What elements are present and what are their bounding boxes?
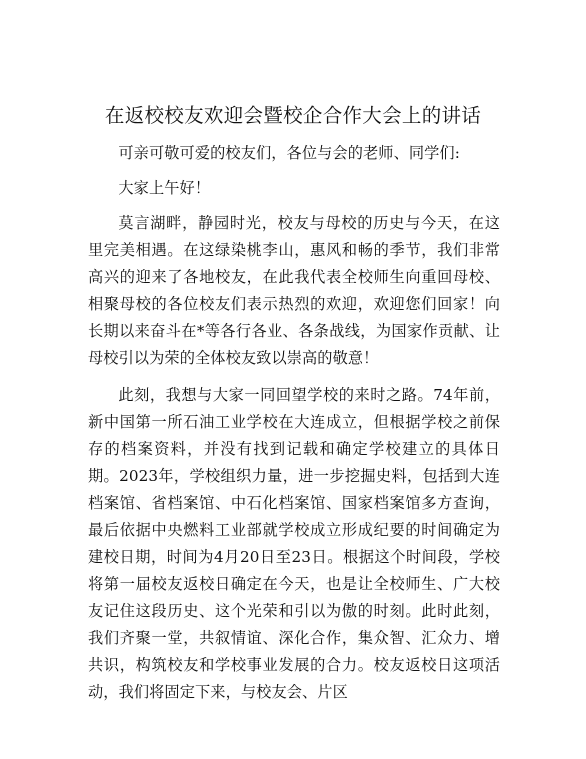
body-paragraph-1: 莫言湖畔，静园时光，校友与母校的历史与今天，在这里完美相遇。在这绿染桃李山，惠风和畅的季节，我们非常高兴的迎来了各地校友，在此我代表全校师生向重回母校、相聚母校的各位校友们表示热烈的欢迎，欢迎您们回家！向长期以来奋斗在*等各行各业、各条战线，为国家作贡献、让母校引以为荣的全体校友致以崇高的敬意！ <box>88 214 500 367</box>
body-paragraph-2: 此刻，我想与大家一同回望学校的来时之路。74年前，新中国第一所石油工业学校在大连成立，但根据学校之前保存的档案资料，并没有找到记载和确定学校建立的具体日期。2023年，学校组织力量，进一步挖掘史料，包括到大连档案馆、省档案馆、中石化档案馆、国家档案馆多方查询，最后依据中央燃料工业部就学校成立形成纪要的时间确定为建校日期，时间为4月20日至23日。根据这个时间段，学校将第一届校友返校日确定在今天，也是让全校师生、广大校友记住这段历史、这个光荣和引以为傲的时刻。此时此刻，我们齐聚一堂，共叙情谊、深化合作，集众智、汇众力、增共识，构筑校友和学校事业发展的合力。校友返校日这项活动，我们将固定下来，与校友会、片区 <box>88 386 500 701</box>
speech-title: 在返校校友欢迎会暨校企合作大会上的讲话 <box>104 104 482 127</box>
salutation-paragraph: 可亲可敬可爱的校友们，各位与会的老师、同学们: <box>118 144 460 162</box>
greeting-paragraph: 大家上午好！ <box>118 179 211 197</box>
document-body <box>88 140 500 716</box>
